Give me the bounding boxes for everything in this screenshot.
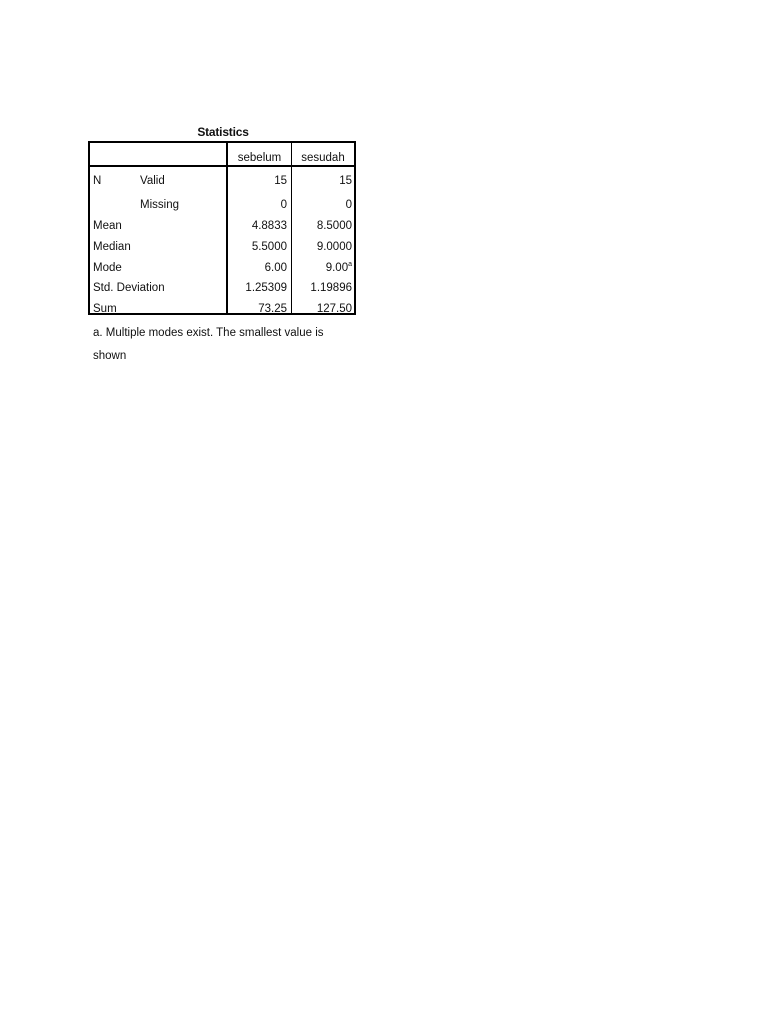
row-label-sum: Sum <box>93 303 117 315</box>
cell-sum-sesudah: 127.50 <box>316 303 352 315</box>
row-label-mode: Mode <box>93 262 122 274</box>
row-label-mean: Mean <box>93 220 122 232</box>
row-label-std-deviation: Std. Deviation <box>93 282 165 294</box>
cell-median-sebelum: 5.5000 <box>251 241 287 253</box>
row-label-valid: Valid <box>140 175 165 187</box>
row-label-missing: Missing <box>140 199 179 211</box>
row-group-n: N <box>93 175 102 187</box>
table-title: Statistics <box>197 125 249 139</box>
cell-std-deviation-sesudah: 1.19896 <box>310 282 352 294</box>
footnote-marker: a <box>348 261 352 268</box>
table-footnote: a. Multiple modes exist. The smallest value is shown <box>93 327 324 362</box>
cell-mean-sesudah: 8.5000 <box>316 220 352 232</box>
cell-mode-sebelum: 6.00 <box>264 262 287 274</box>
cell-valid-sebelum: 15 <box>274 175 287 187</box>
header-divider <box>90 165 354 167</box>
cell-mode-sesudah <box>292 261 352 275</box>
cell-sum-sebelum: 73.25 <box>258 303 287 315</box>
cell-missing-sebelum: 0 <box>280 199 287 211</box>
cell-mean-sebelum: 4.8833 <box>251 220 287 232</box>
cell-std-deviation-sebelum: 1.25309 <box>245 282 287 294</box>
row-label-median: Median <box>93 241 131 253</box>
column-header-sebelum: sebelum <box>237 152 282 164</box>
cell-missing-sesudah: 0 <box>345 199 352 211</box>
statistics-table <box>88 141 356 315</box>
column-header-sesudah: sesudah <box>301 152 345 164</box>
cell-median-sesudah: 9.0000 <box>316 241 352 253</box>
cell-valid-sesudah: 15 <box>339 175 352 187</box>
cell-mode-sesudah-value: 9.00 <box>325 262 349 274</box>
